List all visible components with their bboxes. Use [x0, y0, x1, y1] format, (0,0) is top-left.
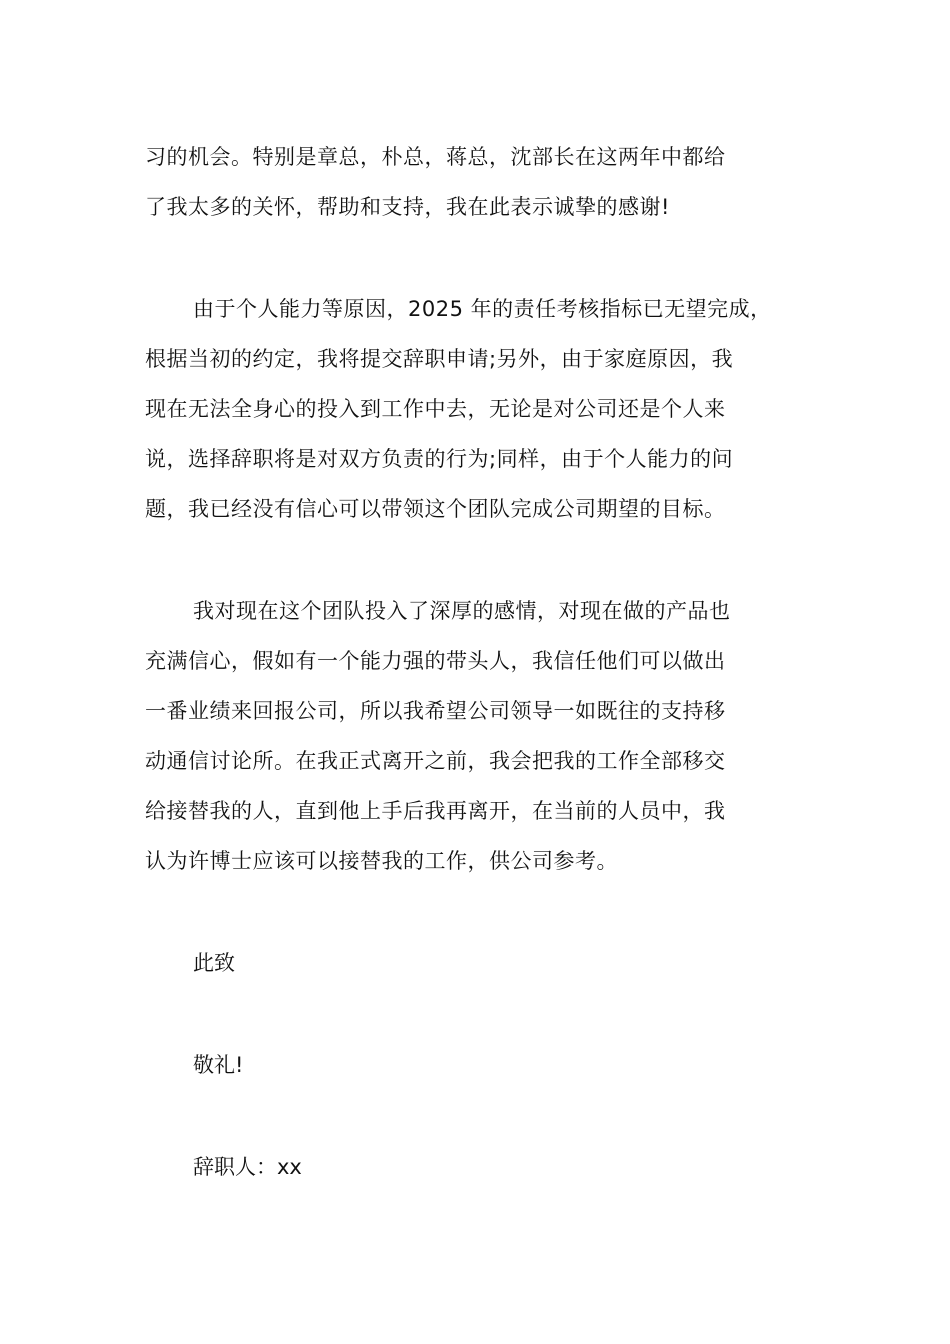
paragraph-team-and-handover: 我对现在这个团队投入了深厚的感情，对现在做的产品也 充满信心，假如有一个能力强的带头人，我信任他们可以做出 一番业绩来回报公司，所以我希望公司领导一如既往的支持移 动通信讨论所。在我正式离开之前，我会把我的工作全部移交 给接替我的人，直到他上手后我再离开，在当前的人员中，我 认为许博士应该可以接替我的工作，供公司参考。 — [145, 599, 731, 873]
document-body — [145, 132, 815, 1192]
paragraph-gap — [145, 232, 815, 284]
closing-regards: 敬礼! — [193, 1053, 244, 1077]
paragraph-gap — [145, 1090, 815, 1142]
paragraph-resignation-reason: 由于个人能力等原因，2025 年的责任考核指标已无望完成， 根据当初的约定，我将提交辞职申请;另外，由于家庭原因，我 现在无法全身心的投入到工作中去，无论是对公司还是个人来 说，选择辞职将是对双方负责的行为;同样，由于个人能力的问 题，我已经没有信心可以带领这个团队完成公司期望的目标。 — [145, 297, 772, 521]
closing-salutation: 此致 — [193, 951, 235, 975]
paragraph-gratitude: 习的机会。特别是章总，朴总，蒋总，沈部长在这两年中都给 了我太多的关怀，帮助和支持，我在此表示诚挚的感谢! — [145, 145, 726, 219]
paragraph-gap — [145, 886, 815, 938]
paragraph-gap — [145, 988, 815, 1040]
signature-line: 辞职人：xx — [193, 1155, 302, 1179]
paragraph-gap — [145, 534, 815, 586]
